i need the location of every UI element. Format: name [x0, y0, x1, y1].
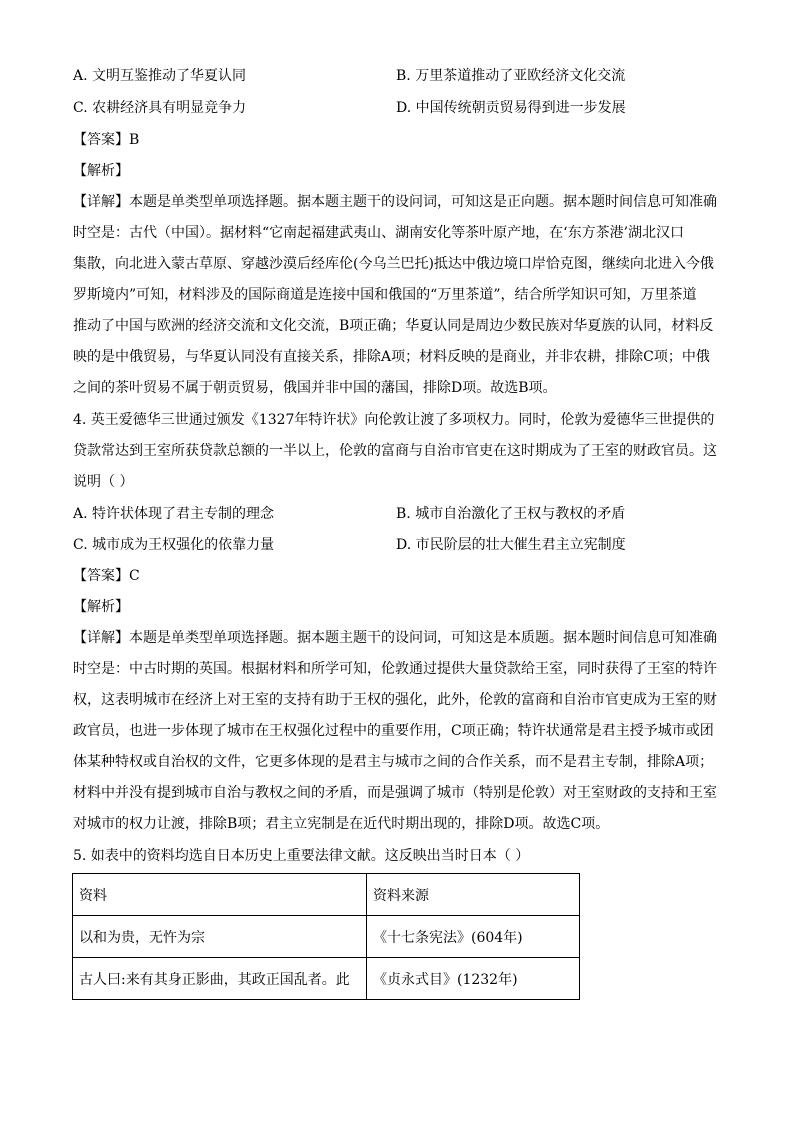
q5-stem: 5. 如表中的资料均选自日本历史上重要法律文献。这反映出当时日本（ ） — [73, 848, 530, 864]
table-row — [73, 916, 580, 958]
q4-detail-line: 政官员，也进一步体现了城市在王权强化过程中的重要作用，C项正确；特许状通常是君主授予城市或团 — [73, 723, 714, 739]
q3-detail-line: 罗斯境内”可知，材料涉及的国际商道是连接中国和俄国的“万里茶道”，结合所学知识可知，万里茶道 — [73, 287, 697, 303]
q4-option-c: C. 城市成为王权强化的依靠力量 — [73, 537, 275, 553]
q4-stem-line: 4. 英王爱德华三世通过颁发《1327年特许状》向伦敦让渡了多项权力。同时，伦敦为爱德华三世提供的 — [73, 412, 715, 428]
q4-detail-line: 权，这表明城市在经济上对王室的支持有助于王权的强化，此外，伦敦的富商和自治市官吏成为王室的财 — [73, 692, 717, 708]
table-header-row — [73, 874, 580, 916]
q3-detail-line: 映的是中俄贸易，与华夏认同没有直接关系，排除A项；材料反映的是商业，并非农耕，排除C项；中俄 — [73, 349, 710, 365]
q3-analysis-heading: 【解析】 — [73, 163, 129, 179]
q3-detail-line: 集散，向北进入蒙古草原、穿越沙漠后经库伦(今乌兰巴托)抵达中俄边境口岸恰克图，继续向北进入今俄 — [73, 256, 714, 272]
q4-detail-line: 材料中并没有提到城市自治与教权之间的矛盾，而是强调了城市（特别是伦敦）对王室财政的支持和王室 — [73, 785, 717, 801]
table-header-cell: 资料来源 — [367, 874, 580, 916]
q4-detail-line: 对城市的权力让渡，排除B项；君主立宪制是在近代时期出现的，排除D项。故选C项。 — [73, 816, 610, 832]
table-row — [73, 958, 580, 1000]
q4-detail-line: 时空是：中古时期的英国。根据材料和所学可知，伦敦通过提供大量贷款给王室，同时获得了王室的特许 — [73, 661, 717, 677]
table-header-cell: 资料 — [73, 874, 367, 916]
q3-option-c: C. 农耕经济具有明显竞争力 — [73, 100, 247, 116]
q4-option-d: D. 市民阶层的壮大催生君主立宪制度 — [396, 537, 626, 553]
q4-answer: 【答案】C — [73, 568, 140, 584]
table-cell: 古人曰:来有其身正影曲，其政正国乱者。此 — [73, 958, 367, 1000]
table-cell: 以和为贵，无忤为宗 — [73, 916, 367, 958]
q4-detail-line: 【详解】本题是单类型单项选择题。据本题主题干的设问词，可知这是本质题。据本题时间信息可知准确 — [73, 630, 717, 646]
q3-answer: 【答案】B — [73, 132, 140, 148]
q3-detail-line: 之间的茶叶贸易不属于朝贡贸易，俄国并非中国的藩国，排除D项。故选B项。 — [73, 380, 557, 396]
q3-option-b: B. 万里茶道推动了亚欧经济文化交流 — [396, 68, 626, 84]
q4-option-a: A. 特许状体现了君主专制的理念 — [73, 506, 275, 522]
q4-option-b: B. 城市自治激化了王权与教权的矛盾 — [396, 506, 626, 522]
q5-source-table — [72, 873, 580, 1000]
q3-detail-line: 时空是：古代（中国）。据材料“它南起福建武夷山、湖南安化等茶叶原产地，在‘东方茶港’湖北汉口 — [73, 225, 685, 241]
q4-analysis-heading: 【解析】 — [73, 599, 129, 615]
q3-option-d: D. 中国传统朝贡贸易得到进一步发展 — [396, 100, 626, 116]
table-cell: 《贞永式目》(1232年) — [367, 958, 580, 1000]
q3-detail-line: 推动了中国与欧洲的经济交流和文化交流，B项正确；华夏认同是周边少数民族对华夏族的认同，材料反 — [73, 318, 714, 334]
q3-detail-line: 【详解】本题是单类型单项选择题。据本题主题干的设问词，可知这是正向题。据本题时间信息可知准确 — [73, 194, 717, 210]
q4-stem-line: 贷款常达到王室所获贷款总额的一半以上，伦敦的富商与自治市官吏在这时期成为了王室的财政官员。这 — [73, 443, 717, 459]
q4-stem-line: 说明（ ） — [73, 474, 134, 490]
q3-option-a: A. 文明互鉴推动了华夏认同 — [73, 68, 247, 84]
table-cell: 《十七条宪法》(604年) — [367, 916, 580, 958]
q4-detail-line: 体某种特权或自治权的文件，它更多体现的是君主与城市之间的合作关系，而不是君主专制，排除A项； — [73, 754, 714, 770]
